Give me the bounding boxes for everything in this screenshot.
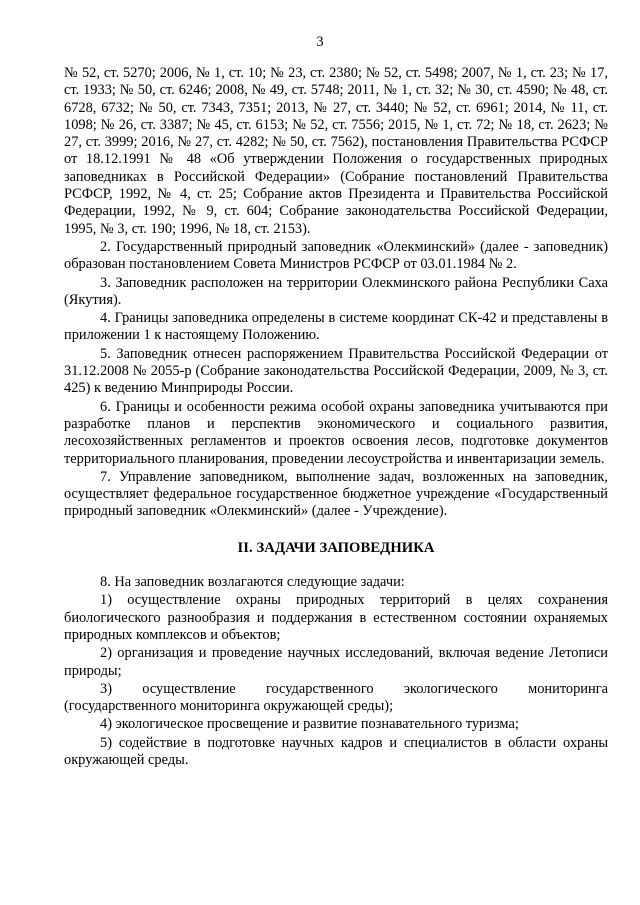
document-body: [64, 65, 608, 769]
task-item-3: 3) осуществление государственного экологического мониторинга (государственного мониторинга окружающей среды);: [64, 680, 608, 715]
paragraph-3: 3. Заповедник расположен на территории Олекминского района Республики Саха (Якутия).: [64, 274, 608, 308]
paragraph-2: 2. Государственный природный заповедник «Олекминский» (далее - заповедник) образован постановлением Совета Министров РСФСР от 03.01.1984 № 2.: [64, 238, 608, 273]
task-item-4: 4) экологическое просвещение и развитие познавательного туризма;: [100, 716, 519, 733]
paragraph-6: 6. Границы и особенности режима особой охраны заповедника учитываются при разработке планов и перспектив экономического и социального развития, лесохозяйственных регламентов и проектов освоения лесов, подготовке документов территориального планирования, проведении лесоустройства и инвентаризации земель.: [64, 398, 608, 467]
page-number: 3: [316, 34, 324, 50]
task-item-1: 1) осуществление охраны природных территорий в целях сохранения биологического разнообразия и поддержания в естественном состоянии охраняемых природных комплексов и объектов;: [64, 592, 608, 643]
paragraph-7: 7. Управление заповедником, выполнение задач, возложенных на заповедник, осуществляет федеральное государственное бюджетное учреждение «Государственный природный заповедник «Олекминский» (далее - Учреждение).: [64, 468, 608, 520]
paragraph-4: 4. Границы заповедника определены в системе координат СК-42 и представлены в приложении 1 к настоящему Положению.: [64, 310, 608, 344]
task-item-5: 5) содействие в подготовке научных кадров и специалистов в области охраны окружающей среды.: [64, 734, 608, 768]
section-heading: II. ЗАДАЧИ ЗАПОВЕДНИКА: [237, 539, 435, 556]
paragraph-continuation: № 52, ст. 5270; 2006, № 1, ст. 10; № 23, ст. 2380; № 52, ст. 5498; 2007, № 1, ст. 23; № 17, ст. 1933; № 50, ст. 6246; 2008, № 49, ст. 5748; 2011, № 1, ст. 32; № 30, ст. 4590; № 48, ст. 6728, 6732; № 50, ст. 7343, 7351; 2013, № 27, ст. 3440; № 52, ст. 6961; 2014, № 11, ст. 1098; № 26, ст. 3387; № 45, ст. 6153; № 52, ст. 7556; 2015, № 1, ст. 72; № 18, ст. 2623; № 27, ст. 3999; 2016, № 27, ст. 4282; № 50, ст. 7562), постановления Правительства РСФСР от 18.12.1991 № 48 «Об утверждении Положения о государственных природных заповедниках в Российской Федерации» (Собрание постановлений Правительства РСФСР, 1992, № 4, ст. 25; Собрание актов Президента и Правительства Российской Федерации, 1992, № 9, ст. 604; Собрание законодательства Российской Федерации, 1995, № 3, ст. 190; 1996, № 18, ст. 2153).: [64, 65, 608, 237]
tasks-intro: 8. На заповедник возлагаются следующие задачи:: [100, 574, 405, 591]
task-item-2: 2) организация и проведение научных исследований, включая ведение Летописи природы;: [64, 645, 608, 679]
paragraph-5: 5. Заповедник отнесен распоряжением Правительства Российской Федерации от 31.12.2008 № 2055-р (Собрание законодательства Российской Федерации, 2009, № 3, ст. 425) к ведению Минприроды России.: [64, 345, 608, 397]
